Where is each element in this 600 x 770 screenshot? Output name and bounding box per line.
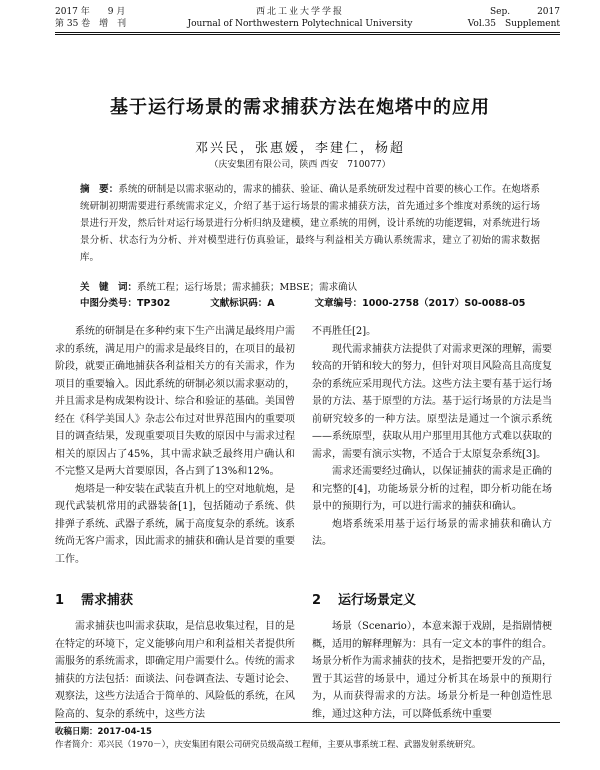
volume-en: Vol.35 Supplement xyxy=(467,19,560,29)
section-number: 1 xyxy=(55,593,65,608)
abstract-label: 摘 要： xyxy=(80,184,119,195)
abstract xyxy=(80,181,540,266)
article-number: 文章编号：1000-2758（2017）S0-0088-05 xyxy=(314,298,526,309)
body-paragraph: 场景（Scenario），本意来源于戏剧，是指剧情梗概，适用的解释理解为：具有一定文本的事件的组合。场景分析作为需求捕获的技术，是指把要开发的产品，置于其运营的场景中，通过分析其在场景中的预期行为，从而获得需求的方法。场景分析是一种创造性思维，通过这种方法，可以降低系统中重要 xyxy=(312,621,552,720)
right-column xyxy=(312,323,552,551)
clc-number: 中图分类号：TP302 xyxy=(80,298,171,309)
header-rule-thin xyxy=(55,34,560,35)
footnote-rule xyxy=(55,722,560,723)
left-column xyxy=(55,323,295,568)
paper-title: 基于运行场景的需求捕获方法在炮塔中的应用 xyxy=(110,97,490,118)
body-paragraph: 系统的研制是在多种约束下生产出满足最终用户需求的系统，满足用户的需求是最终目的，在项目的最初阶段，就要正确地捕获各利益相关方的有关需求，作为项目的重要输入。因此系统的研制必须以需求驱动的，并且需求是构成架构设计、综合和验证的基础。美国曾经在《科学美国人》杂志公布过对世界范围内的重要项目的调查结果，发现重要项目失败的原因中与需求过程相关的原因占了45%，其中需求缺乏最终用户确认和不完整又是两大首要原因，各占到了13%和12%。 xyxy=(55,326,295,477)
body-paragraph: 炮塔系统采用基于运行场景的需求捕获和确认方法。 xyxy=(312,518,552,547)
affiliation: （庆安集团有限公司，陕西 西安 710077） xyxy=(209,160,391,170)
keywords xyxy=(80,281,540,295)
issue-date: 2017 年 9 月 xyxy=(55,7,126,17)
journal-name-cn: 西北工业大学学报 xyxy=(255,7,344,17)
section-heading-1 xyxy=(55,589,133,608)
running-header-right xyxy=(468,6,560,30)
section-heading-2 xyxy=(312,589,416,608)
footnote xyxy=(55,726,560,752)
section-number: 2 xyxy=(312,593,322,608)
body-paragraph: 不再胜任[2]。 xyxy=(312,326,377,337)
received-date: 收稿日期：2017-04-15 xyxy=(55,727,152,737)
abstract-text: 系统的研制是以需求驱动的，需求的捕获、验证、确认是系统研发过程中首要的核心工作。在炮塔系统研制初期需要进行系统需求定义，介绍了基于运行场景的需求捕获方法，首先通过多个维度对系统的运行场景进行开发，然后针对运行场景进行分析归纳及建模，建立系统的用例，设计系统的功能逻辑，对系统进行场景分析、状态行为分析、并对模型进行仿真验证，最终与利益相关方确认系统需求，建立了初始的需求数据库。 xyxy=(80,184,540,263)
body-paragraph: 现代需求捕获方法提供了对需求更深的理解，需要较高的开销和较大的努力，但针对项目风险高且高度复杂的系统应采用现代方法。这些方法主要有基于运行场景的方法、基于原型的方法。基于运行场景的方法是当前研究较多的一种方法。原型法是通过一个演示系统——系统原型，获取从用户那里用其他方式难以获取的需求，需要有演示实物，不适合于太原复杂系统[3]。 xyxy=(312,343,552,460)
issue-date-en: Sep. 2017 xyxy=(489,7,560,17)
journal-name-en: Journal of Northwestern Polytechnical University xyxy=(187,19,413,29)
section-title: 运行场景定义 xyxy=(338,593,417,608)
author-bio: 作者简介：邓兴民（1970－），庆安集团有限公司研究员级高级工程师，主要从事系统工程、武器发射系统研究。 xyxy=(55,740,481,750)
section-1-body xyxy=(55,618,295,723)
document-code: 文献标识码：A xyxy=(210,298,275,309)
article-meta xyxy=(80,297,550,311)
author-list: 邓兴民，张惠媛，李建仁，杨超 xyxy=(194,141,405,156)
section-2-body xyxy=(312,618,552,723)
body-paragraph: 需求捕获也叫需求获取，是信息收集过程，目的是在特定的环境下，定义能够向用户和利益相关者提供所需服务的系统需求，即确定用户需要什么。传统的需求捕获的方法包括：面谈法、问卷调查法、专题讨论会、观察法，这些方法适合于简单的、风险低的系统，在风险高的、复杂的系统中，这些方法 xyxy=(55,621,295,720)
keywords-label: 关 键 词： xyxy=(80,282,138,293)
volume-issue: 第 35 卷 增 刊 xyxy=(55,19,127,29)
header-rule xyxy=(55,32,560,33)
body-paragraph: 炮塔是一种安装在武装直升机上的空对地航炮，是现代武装机常用的武器装备[1]，包括随动子系统、供排弹子系统、武器子系统，属于高度复杂的系统。该系统尚无客户需求，因此需求的捕获和确认是首要的重要工作。 xyxy=(55,483,295,565)
keywords-text: 系统工程；运行场景；需求捕获；MBSE；需求确认 xyxy=(137,282,358,293)
section-title: 需求捕获 xyxy=(81,593,134,608)
body-paragraph: 需求还需要经过确认，以保证捕获的需求是正确的和完整的[4]，功能场景分析的过程，即分析功能在场景中的预期行为，可以进行需求的捕获和确认。 xyxy=(312,466,552,512)
